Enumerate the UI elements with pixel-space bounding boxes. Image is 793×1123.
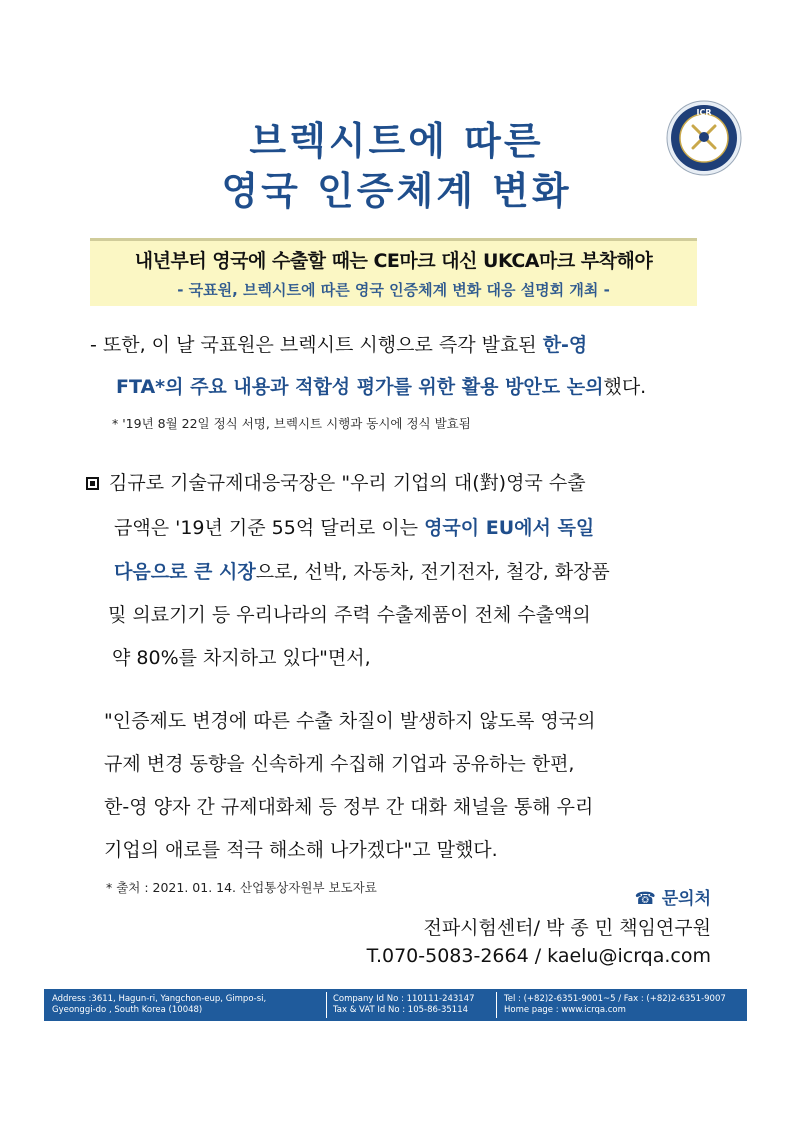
square-bullet-icon (86, 477, 99, 490)
para3-line3: 한-영 양자 간 규제대화체 등 정부 간 대화 채널을 통해 우리 (104, 796, 594, 818)
para3-line2: 규제 변경 동향을 신속하게 수집해 기업과 공유하는 한편, (104, 753, 575, 775)
source-note: * 출처 : 2021. 01. 14. 산업통상자원부 보도자료 (106, 880, 377, 895)
footer-contact: Tel : (+82)2-6351-9001~5 / Fax : (+82)2-6351-9007 Home page : www.icrqa.com (504, 994, 726, 1015)
icr-logo (666, 100, 742, 176)
para3-line1: "인증제도 변경에 따른 수출 차질이 발생하지 않도록 영국의 (104, 710, 596, 732)
banner-subheadline: - 국표원, 브렉시트에 따른 영국 인증체계 변화 대응 설명회 개최 - (177, 281, 610, 299)
banner-headline: 내년부터 영국에 수출할 때는 CE마크 대신 UKCA마크 부착해야 (134, 250, 653, 272)
footer-divider (496, 992, 497, 1018)
title-line-1: 브렉시트에 따른 (249, 119, 544, 163)
headline-banner (90, 238, 697, 306)
para3-line4: 기업의 애로를 적극 해소해 나가겠다"고 말했다. (104, 839, 498, 861)
footer-company: Company Id No : 110111-243147 Tax & VAT Id No : 105-86-35114 (333, 994, 475, 1015)
svg-text:ICR: ICR (696, 108, 712, 117)
para2-line3: 다음으로 큰 시장으로, 선박, 자동차, 전기전자, 철강, 화장품 (114, 561, 610, 583)
title-line-2: 영국 인증체계 변화 (221, 169, 572, 213)
para2-line4: 및 의료기기 등 우리나라의 주력 수출제품이 전체 수출액의 (108, 604, 591, 626)
contact-label: ☎ 문의처 (634, 889, 711, 909)
footer-address: Address :3611, Hagun-ri, Yangchon-eup, Gimpo-si, Gyeonggi-do , South Korea (10048) (52, 994, 267, 1015)
para1-line1: - 또한, 이 날 국표원은 브렉시트 시행으로 즉각 발효된 한-영 (90, 334, 588, 356)
para2-line5: 약 80%를 차지하고 있다"면서, (112, 647, 371, 669)
contact-person: 전파시험센터/ 박 종 민 책임연구원 (423, 917, 711, 939)
footer-divider (326, 992, 327, 1018)
contact-phone-email: T.070-5083-2664 / kaelu@icrqa.com (366, 945, 711, 967)
para2-line2: 금액은 '19년 기준 55억 달러로 이는 영국이 EU에서 독일 (114, 517, 595, 539)
footer-bar (44, 989, 747, 1021)
para2-line1: 김규로 기술규제대응국장은 "우리 기업의 대(對)영국 수출 (86, 468, 586, 495)
para1-line2: FTA*의 주요 내용과 적합성 평가를 위한 활용 방안도 논의했다. (116, 376, 647, 398)
para1-footnote: * '19년 8월 22일 정식 서명, 브렉시트 시행과 동시에 정식 발효됨 (112, 416, 471, 431)
